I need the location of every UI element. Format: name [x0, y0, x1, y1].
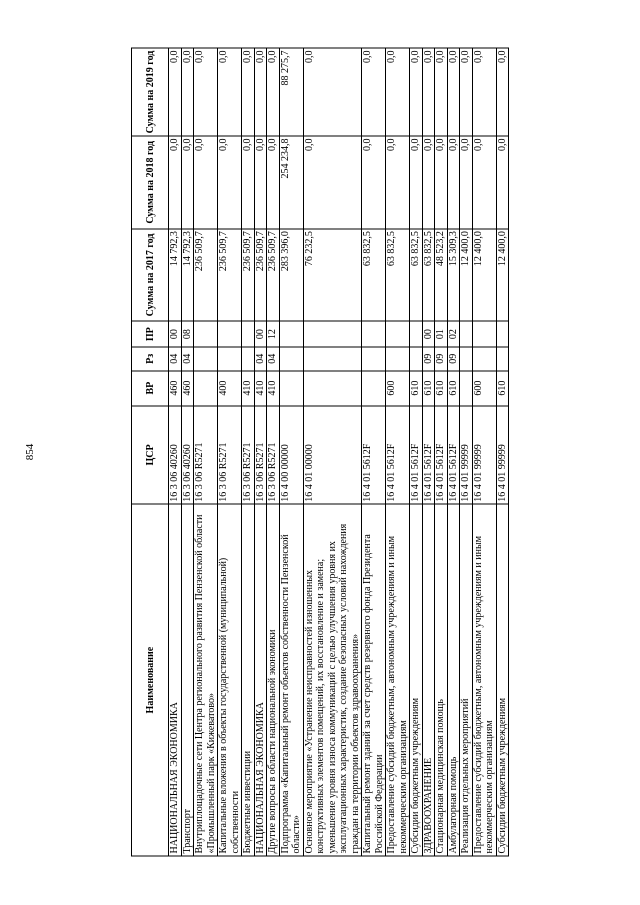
- cell-vr: [460, 371, 473, 406]
- cell-rz: [460, 347, 473, 370]
- cell-pr: [496, 321, 509, 347]
- cell-rz: [472, 347, 496, 370]
- page-number: 854: [24, 443, 36, 461]
- cell-name: Стационарная медицинская помощь: [435, 504, 448, 856]
- cell-name: Внутриплощадочные сети Центра регионального развития Пензенской области «Промышленный парк «Кижеватово»: [194, 504, 218, 856]
- cell-sum-2017: 283 396,0: [279, 229, 303, 322]
- cell-pr: [279, 321, 303, 347]
- table-row: [386, 48, 410, 856]
- cell-rz: [362, 347, 386, 370]
- cell-name: Бюджетные инвестиции: [242, 504, 255, 856]
- cell-pr: 00: [254, 321, 267, 347]
- cell-rz: [279, 347, 303, 370]
- cell-sum-2018: 0,0: [496, 136, 509, 229]
- cell-sum-2019: 0,0: [386, 48, 410, 136]
- cell-csr: 16 4 01 5612F: [435, 406, 448, 505]
- cell-rz: 04: [169, 347, 182, 370]
- cell-rz: 04: [267, 347, 280, 370]
- cell-name: НАЦИОНАЛЬНАЯ ЭКОНОМИКА: [254, 504, 267, 856]
- cell-sum-2019: 0,0: [169, 48, 182, 136]
- header-sum-2018: Сумма на 2018 год: [132, 136, 169, 229]
- cell-csr: 16 4 01 5612F: [447, 406, 460, 505]
- table-row: [218, 48, 242, 856]
- cell-name: Капитальные вложения в объекты государственной (муниципальной) собственности: [218, 504, 242, 856]
- table-row: [267, 48, 280, 856]
- cell-csr: 16 4 01 5612F: [410, 406, 423, 505]
- cell-rz: 09: [447, 347, 460, 370]
- cell-name: Реализация отдельных мероприятий: [460, 504, 473, 856]
- table-row: [303, 48, 362, 856]
- cell-sum-2019: 0,0: [447, 48, 460, 136]
- table-row: [447, 48, 460, 856]
- cell-sum-2018: 0,0: [169, 136, 182, 229]
- cell-sum-2019: 0,0: [410, 48, 423, 136]
- cell-sum-2017: 48 523,2: [435, 229, 448, 322]
- table-row: [410, 48, 423, 856]
- cell-rz: 04: [181, 347, 194, 370]
- cell-csr: 16 4 01 00000: [303, 406, 362, 505]
- cell-sum-2018: 0,0: [242, 136, 255, 229]
- cell-sum-2019: 0,0: [435, 48, 448, 136]
- table-row: [472, 48, 496, 856]
- table-row: [254, 48, 267, 856]
- cell-vr: [303, 371, 362, 406]
- cell-sum-2017: 236 509,7: [194, 229, 218, 322]
- cell-vr: 410: [254, 371, 267, 406]
- header-rz: Рз: [132, 347, 169, 370]
- cell-pr: 08: [181, 321, 194, 347]
- cell-sum-2019: 0,0: [254, 48, 267, 136]
- table-row: [194, 48, 218, 856]
- header-sum-2019: Сумма на 2019 год: [132, 48, 169, 136]
- table-header: [132, 48, 169, 856]
- cell-sum-2017: 63 832,5: [386, 229, 410, 322]
- cell-sum-2019: 0,0: [194, 48, 218, 136]
- cell-rz: [194, 347, 218, 370]
- header-vr: ВР: [132, 371, 169, 406]
- cell-vr: 460: [181, 371, 194, 406]
- cell-sum-2019: 0,0: [362, 48, 386, 136]
- cell-sum-2017: 12 400,0: [472, 229, 496, 322]
- cell-name: Другие вопросы в области национальной экономики: [267, 504, 280, 856]
- cell-sum-2018: 0,0: [267, 136, 280, 229]
- cell-sum-2017: 12 400,0: [460, 229, 473, 322]
- table-row: [169, 48, 182, 856]
- cell-vr: 610: [422, 371, 435, 406]
- table-row: [242, 48, 255, 856]
- cell-sum-2018: 0,0: [472, 136, 496, 229]
- cell-sum-2017: 12 400,0: [496, 229, 509, 322]
- cell-sum-2019: 0,0: [472, 48, 496, 136]
- header-name: Наименование: [132, 504, 169, 856]
- cell-pr: [472, 321, 496, 347]
- cell-csr: 16 4 00 00000: [279, 406, 303, 505]
- cell-sum-2019: 0,0: [303, 48, 362, 136]
- cell-vr: 610: [447, 371, 460, 406]
- cell-csr: 16 4 01 99999: [460, 406, 473, 505]
- cell-vr: 410: [267, 371, 280, 406]
- cell-sum-2018: 0,0: [435, 136, 448, 229]
- cell-sum-2019: 0,0: [267, 48, 280, 136]
- table-row: [435, 48, 448, 856]
- cell-name: Амбулаторная помощь: [447, 504, 460, 856]
- cell-sum-2018: 0,0: [460, 136, 473, 229]
- cell-pr: [242, 321, 255, 347]
- cell-csr: 16 4 01 5612F: [362, 406, 386, 505]
- table-row: [181, 48, 194, 856]
- table-row: [460, 48, 473, 856]
- header-row: [132, 48, 169, 856]
- cell-vr: 610: [496, 371, 509, 406]
- cell-pr: 00: [169, 321, 182, 347]
- cell-sum-2018: 0,0: [254, 136, 267, 229]
- cell-vr: [194, 371, 218, 406]
- cell-sum-2017: 236 509,7: [242, 229, 255, 322]
- cell-csr: 16 3 06 R5271: [267, 406, 280, 505]
- cell-vr: [362, 371, 386, 406]
- cell-csr: 16 3 06 R5271: [254, 406, 267, 505]
- table-body: [169, 48, 509, 856]
- cell-pr: 02: [447, 321, 460, 347]
- cell-pr: [362, 321, 386, 347]
- cell-sum-2018: 0,0: [386, 136, 410, 229]
- cell-csr: 16 3 06 R5271: [194, 406, 218, 505]
- cell-csr: 16 3 06 R5271: [218, 406, 242, 505]
- cell-csr: 16 3 06 R5271: [242, 406, 255, 505]
- cell-sum-2018: 0,0: [181, 136, 194, 229]
- cell-csr: 16 4 01 99999: [472, 406, 496, 505]
- cell-sum-2019: 0,0: [218, 48, 242, 136]
- header-pr: ПР: [132, 321, 169, 347]
- cell-csr: 16 4 01 5612F: [422, 406, 435, 505]
- header-sum-2017: Сумма на 2017 год: [132, 229, 169, 322]
- cell-csr: 16 3 06 40260: [169, 406, 182, 505]
- cell-name: Транспорт: [181, 504, 194, 856]
- budget-table: [131, 48, 509, 857]
- cell-vr: 610: [410, 371, 423, 406]
- table-row: [362, 48, 386, 856]
- cell-rz: [218, 347, 242, 370]
- cell-vr: 610: [435, 371, 448, 406]
- cell-pr: [460, 321, 473, 347]
- cell-pr: [194, 321, 218, 347]
- cell-sum-2017: 236 509,7: [218, 229, 242, 322]
- cell-pr: [218, 321, 242, 347]
- cell-vr: 600: [386, 371, 410, 406]
- cell-pr: [303, 321, 362, 347]
- cell-sum-2019: 88 275,7: [279, 48, 303, 136]
- cell-csr: 16 4 01 5612F: [386, 406, 410, 505]
- cell-name: Подпрограмма «Капитальный ремонт объектов собственности Пензенской области»: [279, 504, 303, 856]
- cell-name: Капитальный ремонт зданий за счет средств резервного фонда Президента Российской Федерации: [362, 504, 386, 856]
- cell-sum-2019: 0,0: [242, 48, 255, 136]
- cell-sum-2018: 0,0: [194, 136, 218, 229]
- cell-pr: 01: [435, 321, 448, 347]
- cell-sum-2018: 0,0: [362, 136, 386, 229]
- cell-sum-2017: 63 832,5: [422, 229, 435, 322]
- cell-csr: 16 3 06 40260: [181, 406, 194, 505]
- cell-sum-2019: 0,0: [422, 48, 435, 136]
- cell-sum-2017: 14 792,3: [181, 229, 194, 322]
- cell-pr: [386, 321, 410, 347]
- cell-vr: [279, 371, 303, 406]
- cell-csr: 16 4 01 99999: [496, 406, 509, 505]
- cell-name: Субсидии бюджетным учреждениям: [410, 504, 423, 856]
- header-csr: ЦСР: [132, 406, 169, 505]
- cell-pr: 00: [422, 321, 435, 347]
- table-row: [496, 48, 509, 856]
- cell-name: Субсидии бюджетным учреждениям: [496, 504, 509, 856]
- cell-pr: [410, 321, 423, 347]
- cell-name: Предоставление субсидий бюджетным, автономным учреждениям и иным некоммерческим организациям: [386, 504, 410, 856]
- cell-vr: 400: [218, 371, 242, 406]
- table-row: [422, 48, 435, 856]
- cell-sum-2017: 14 792,3: [169, 229, 182, 322]
- table-row: [279, 48, 303, 856]
- cell-sum-2018: 254 234,8: [279, 136, 303, 229]
- cell-name: НАЦИОНАЛЬНАЯ ЭКОНОМИКА: [169, 504, 182, 856]
- cell-rz: [242, 347, 255, 370]
- cell-rz: 04: [254, 347, 267, 370]
- cell-sum-2018: 0,0: [303, 136, 362, 229]
- cell-sum-2017: 236 509,7: [267, 229, 280, 322]
- cell-sum-2017: 236 509,7: [254, 229, 267, 322]
- cell-rz: [496, 347, 509, 370]
- cell-sum-2019: 0,0: [496, 48, 509, 136]
- cell-name: ЗДРАВООХРАНЕНИЕ: [422, 504, 435, 856]
- cell-rz: [386, 347, 410, 370]
- cell-vr: 410: [242, 371, 255, 406]
- cell-sum-2018: 0,0: [410, 136, 423, 229]
- cell-rz: 09: [422, 347, 435, 370]
- cell-sum-2019: 0,0: [181, 48, 194, 136]
- cell-sum-2018: 0,0: [218, 136, 242, 229]
- cell-rz: [410, 347, 423, 370]
- cell-name: Предоставление субсидий бюджетным, автономным учреждениям и иным некоммерческим организациям: [472, 504, 496, 856]
- cell-vr: 460: [169, 371, 182, 406]
- cell-rz: 09: [435, 347, 448, 370]
- cell-pr: 12: [267, 321, 280, 347]
- cell-sum-2018: 0,0: [447, 136, 460, 229]
- cell-sum-2018: 0,0: [422, 136, 435, 229]
- cell-sum-2017: 76 232,5: [303, 229, 362, 322]
- cell-name: Основное мероприятие «Устранение неисправностей изношенных конструктивных элементов помещений, их восстановление и замена; уменьшение уровня износа коммуникаций с целью улучшения уровня их эксплуатационных характеристик, создание безопасных условий нахождения граждан на территории объектов здравоохранения»: [303, 504, 362, 856]
- rotated-table-container: [131, 48, 509, 857]
- cell-sum-2017: 15 309,3: [447, 229, 460, 322]
- cell-sum-2017: 63 832,5: [410, 229, 423, 322]
- cell-rz: [303, 347, 362, 370]
- cell-vr: 600: [472, 371, 496, 406]
- cell-sum-2019: 0,0: [460, 48, 473, 136]
- cell-sum-2017: 63 832,5: [362, 229, 386, 322]
